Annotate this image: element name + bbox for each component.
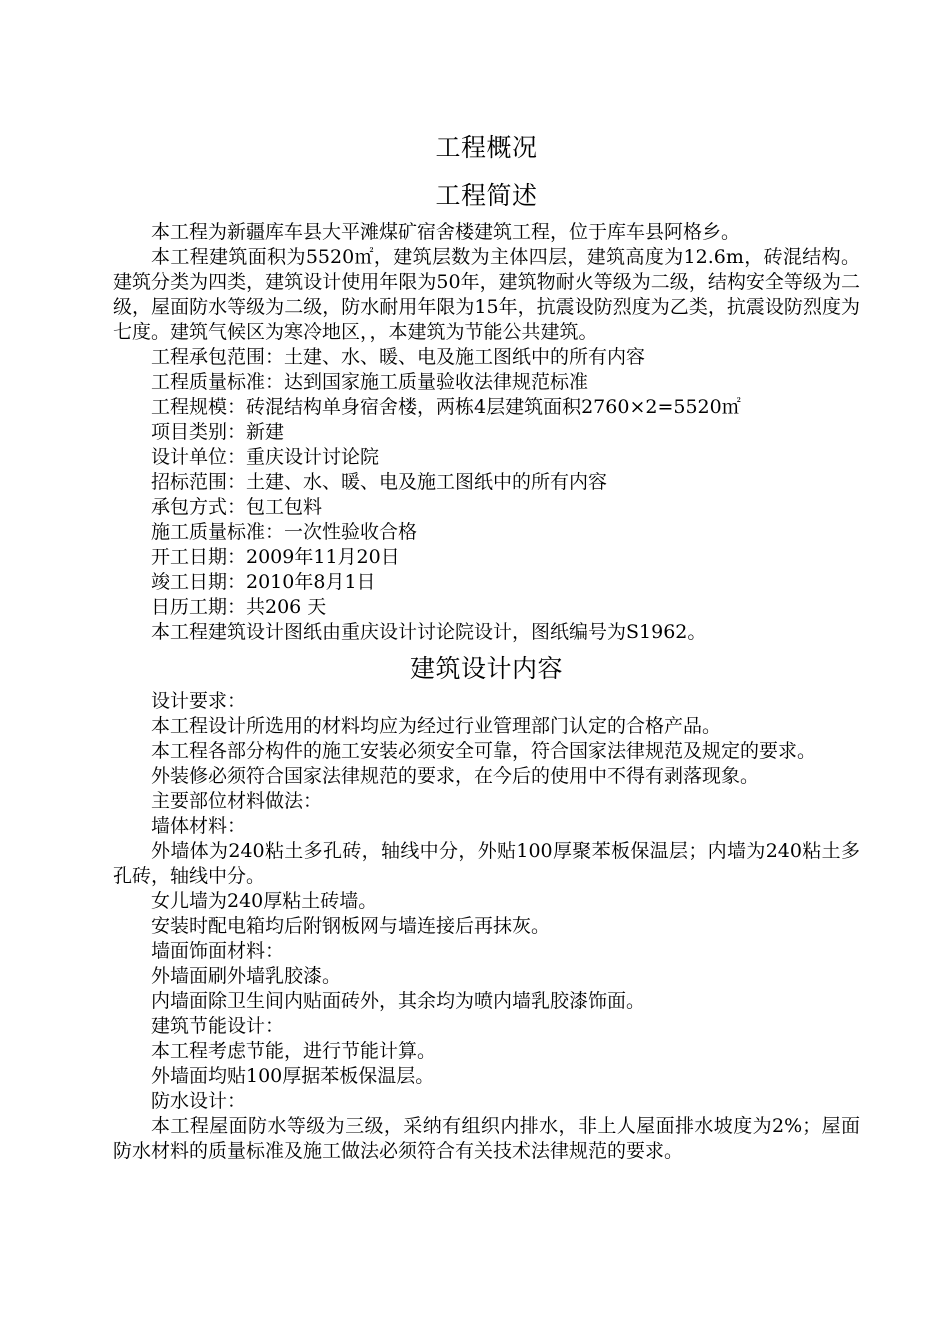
paragraph: 招标范围：土建、水、暖、电及施工图纸中的所有内容 bbox=[151, 471, 608, 493]
section-heading-design: 建筑设计内容 bbox=[409, 654, 563, 683]
paragraph: 本工程建筑面积为5520㎡，建筑层数为主体四层，建筑高度为12.6m，砖混结构。建筑分类为四类，建筑设计使用年限为50年，建筑物耐火等级为二级，结构安全等级为二级，屋面防水等级为二级，防水耐用年限为15年，抗震设防烈度为乙类，抗震设防烈度为七度。建筑气候区为寒冷地区，，本建筑为节能公共建筑。 bbox=[113, 246, 860, 343]
paragraph: 开工日期：2009年11月20日 bbox=[151, 546, 400, 568]
paragraph: 女儿墙为240厚粘土砖墙。 bbox=[151, 890, 378, 912]
paragraph: 本工程为新疆库车县大平滩煤矿宿舍楼建筑工程，位于库车县阿格乡。 bbox=[151, 221, 741, 243]
paragraph: 建筑节能设计： bbox=[151, 1015, 285, 1037]
document-page bbox=[113, 130, 860, 1164]
section-design-body bbox=[113, 689, 860, 1164]
paragraph: 外墙面均贴100厚据苯板保温层。 bbox=[151, 1065, 435, 1087]
paragraph: 施工质量标准：一次性验收合格 bbox=[151, 521, 418, 543]
paragraph: 本工程设计所选用的材料均应为经过行业管理部门认定的合格产品。 bbox=[151, 715, 722, 737]
paragraph: 项目类别：新建 bbox=[151, 421, 285, 443]
paragraph: 外墙体为240粘土多孔砖，轴线中分，外贴100厚聚苯板保温层；内墙为240粘土多孔砖，轴线中分。 bbox=[113, 840, 860, 887]
paragraph: 安装时配电箱均后附钢板网与墙连接后再抹灰。 bbox=[151, 915, 551, 937]
paragraph: 日历工期：共206 天 bbox=[151, 596, 327, 618]
paragraph: 本工程屋面防水等级为三级，采纳有组织内排水，非上人屋面排水坡度为2%；屋面防水材料的质量标准及施工做法必须符合有关技术法律规范的要求。 bbox=[113, 1115, 860, 1162]
paragraph: 墙面饰面材料： bbox=[151, 940, 285, 962]
section-heading-overview: 工程简述 bbox=[435, 181, 538, 210]
paragraph: 工程规模：砖混结构单身宿舍楼，两栋4层建筑面积2760×2=5520㎡ bbox=[151, 396, 741, 418]
paragraph: 承包方式：包工包料 bbox=[151, 496, 323, 518]
paragraph: 本工程建筑设计图纸由重庆设计讨论院设计，图纸编号为S1962。 bbox=[151, 621, 707, 643]
paragraph: 设计单位：重庆设计讨论院 bbox=[151, 446, 380, 468]
paragraph: 主要部位材料做法： bbox=[151, 790, 323, 812]
paragraph: 设计要求： bbox=[151, 690, 247, 712]
paragraph: 防水设计： bbox=[151, 1090, 247, 1112]
paragraph: 竣工日期：2010年8月1日 bbox=[151, 571, 376, 593]
paragraph: 工程承包范围：土建、水、暖、电及施工图纸中的所有内容 bbox=[151, 346, 646, 368]
paragraph: 工程质量标准：达到国家施工质量验收法律规范标准 bbox=[151, 371, 589, 393]
paragraph: 本工程考虑节能，进行节能计算。 bbox=[151, 1040, 437, 1062]
paragraph: 外装修必须符合国家法律规范的要求，在今后的使用中不得有剥落现象。 bbox=[151, 765, 760, 787]
document-title: 工程概况 bbox=[435, 133, 538, 162]
paragraph: 外墙面刷外墙乳胶漆。 bbox=[151, 965, 342, 987]
paragraph: 本工程各部分构件的施工安装必须安全可靠，符合国家法律规范及规定的要求。 bbox=[151, 740, 817, 762]
paragraph: 墙体材料： bbox=[151, 815, 247, 837]
paragraph: 内墙面除卫生间内贴面砖外，其余均为喷内墙乳胶漆饰面。 bbox=[151, 990, 646, 1012]
section-overview-body bbox=[113, 220, 860, 645]
